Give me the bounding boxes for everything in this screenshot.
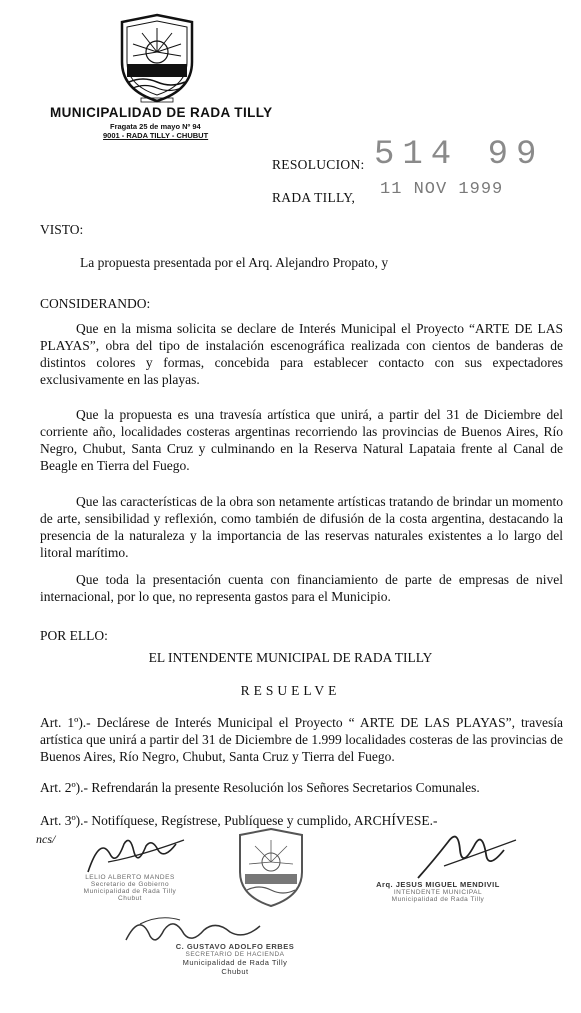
municipal-stamp-icon [235,826,307,910]
signatory-name: LELIO ALBERTO MANDES [85,874,175,881]
considerando-heading: CONSIDERANDO: [40,296,151,311]
article-3: Art. 3º).- Notifíquese, Regístrese, Publíquese y cumplido, ARCHÍVESE.- [40,813,438,828]
considerando-paragraph: Que la propuesta es una travesía artística que unirá, a partir del 31 de Diciembre del corriente año, localidades costeras argentinas recorriendo las provincias de Buenos Aires, Río Negro, Chubut, Santa Cruz y culminando en la Reserva Natural Lapataia frente al Canal de Beagle en Tierra del Fuego. [40,407,563,473]
signature-bottom-block [165,942,305,976]
place-label: RADA TILLY, [272,190,356,205]
signatory-org: Municipalidad de Rada Tilly [391,896,485,903]
signature-left-block [70,874,190,902]
signatory-title: INTENDENTE MUNICIPAL [393,889,483,896]
resuelve-heading: RESUELVE [240,683,341,698]
article-1: Art. 1º).- Declárese de Interés Municipal el Proyecto “ ARTE DE LAS PLAYAS”, travesía artística que unirá a partir del 31 de Diciembre de 1.999 localidades costeras de las provincias de Buenos Aires, Río Negro, Chubut, Santa Cruz y Tierra del Fuego. [40,715,563,764]
considerando-paragraph: Que toda la presentación cuenta con financiamiento de parte de empresas de nivel internacional, por lo que, no representa gastos para el Municipio. [40,572,563,604]
signatory-place: Chubut [118,895,142,902]
intendente-heading: EL INTENDENTE MUNICIPAL DE RADA TILLY [148,650,433,665]
municipality-name: MUNICIPALIDAD DE RADA TILLY [50,105,273,120]
signature-right-block [358,880,518,903]
address-line: Fragata 25 de mayo Nº 94 [110,122,201,131]
signatory-org: Municipalidad de Rada Tilly [83,888,177,895]
signatory-title: SECRETARIO DE HACIENDA [185,951,285,958]
signatory-place: Chubut [221,967,249,976]
signatory-org: Municipalidad de Rada Tilly [182,958,288,967]
resolution-number-stamp: 514 99 [374,136,545,174]
visto-heading: VISTO: [40,222,84,237]
visto-text: La propuesta presentada por el Arq. Alejandro Propato, y [80,255,389,270]
resolution-label: RESOLUCION: [272,157,365,172]
date-stamp: 11 NOV 1999 [380,180,504,199]
signature-bottom-scribble [120,900,290,948]
considerando-paragraph: Que en la misma solicita se declare de Interés Municipal el Proyecto “ARTE DE LAS PLAYAS”, obra del tipo de instalación escenográfica realizada con cientos de banderas de distintos colores y formas, concebida para establecer contacto con sus expectadores exclusivamente en las playas. [40,321,563,387]
signature-left-scribble [80,832,190,876]
por-ello-heading: POR ELLO: [40,628,108,643]
article-2: Art. 2º).- Refrendarán la presente Resolución los Señores Secretarios Comunales. [40,780,480,795]
signatory-name: C. GUSTAVO ADOLFO ERBES [175,942,295,951]
considerando-paragraph: Que las características de la obra son netamente artísticas tratando de brindar un momento de arte, sensibilidad y reflexión, como también de difusión de la costa argentina, destacando la presencia de la naturaleza y la importancia de las reservas naturales existentes a lo largo del litoral marítimo. [40,494,563,560]
municipal-coat-of-arms-icon [117,12,197,104]
signatory-title: Secretario de Gobierno [90,881,170,888]
address-city-line: 9001 - RADA TILLY - CHUBUT [103,131,209,140]
typist-initials: ncs/ [36,832,56,846]
signatory-name: Arq. JESUS MIGUEL MENDIVIL [376,880,500,889]
signature-right-scribble [408,820,518,882]
